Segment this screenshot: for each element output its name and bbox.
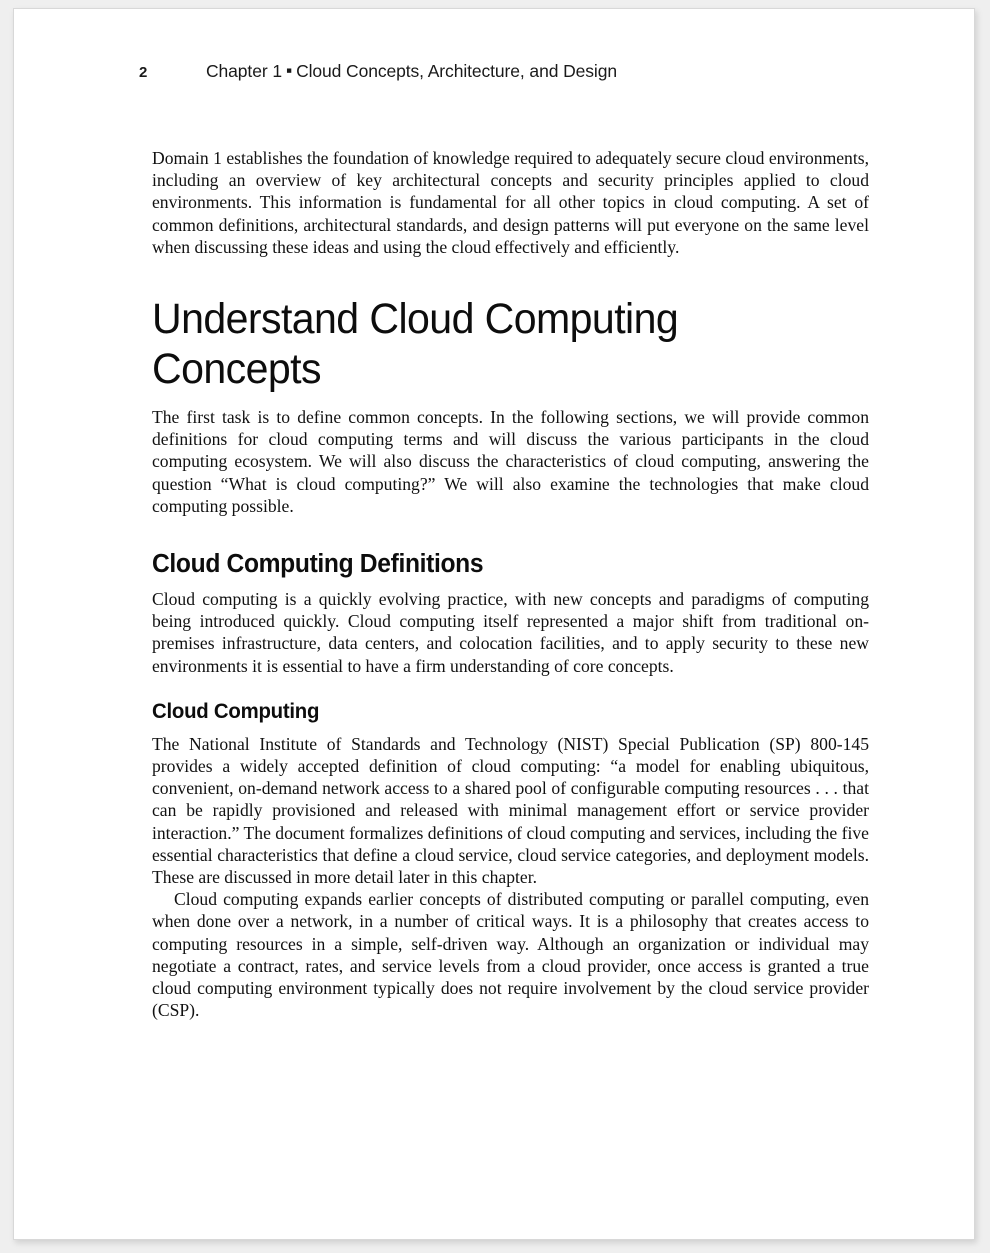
spacer (152, 517, 869, 549)
document-page (13, 8, 975, 1240)
chapter-label: Chapter 1 (206, 61, 282, 81)
subsection-heading: Cloud Computing (152, 699, 320, 723)
page-number: 2 (139, 64, 148, 81)
spacer (152, 258, 869, 294)
expansion-paragraph: Cloud computing expands earlier concepts of distributed computing or parallel computing, even when done over a network, in a number of critical ways. It is a philosophy that creates access to computing resources in a simple, self-driven way. Although an organization or individual may negotiate a contract, rates, and service levels from a cloud provider, once access is granted a true cloud computing environment typically does not require involvement by the cloud service provider (CSP). (152, 889, 869, 1021)
running-head-text (206, 61, 617, 82)
section-heading: Cloud Computing Definitions (152, 550, 484, 579)
chapter-heading: Understand Cloud Computing Concepts (152, 295, 679, 394)
overview-paragraph: The first task is to define common concepts. In the following sections, we will provide common definitions for cloud computing terms and will discuss the various participants in the cloud computing ecosystem. We will also discuss the characteristics of cloud computing, answering the question “What is cloud computing?” We will also examine the technologies that make cloud computing possible. (152, 407, 869, 516)
page-content-area (139, 61, 869, 1021)
spacer (152, 725, 869, 733)
spacer (152, 677, 869, 699)
spacer (152, 394, 869, 406)
spacer (152, 579, 869, 588)
nist-paragraph: The National Institute of Standards and Technology (NIST) Special Publication (SP) 800-145 provides a widely accepted definition of cloud computing: “a model for enabling ubiquitous, convenient, on-demand network access to a shared pool of configurable computing resources . . . that can be rapidly provisioned and released with minimal management effort or service provider interaction.” The document formalizes definitions of cloud computing and services, including the five essential characteristics that define a cloud service, cloud service categories, and deployment models. These are discussed in more detail later in this chapter. (152, 733, 869, 888)
bullet-separator-icon: ▪ (285, 60, 293, 80)
chapter-title: Cloud Concepts, Architecture, and Design (296, 61, 617, 81)
body-column (139, 147, 869, 1021)
running-head (139, 61, 869, 91)
definitions-paragraph: Cloud computing is a quickly evolving practice, with new concepts and paradigms of computing being introduced quickly. Cloud computing itself represented a major shift from traditional on-premises infrastructure, data centers, and colocation facilities, and to apply security to these new environments it is essential to have a firm understanding of core concepts. (152, 589, 869, 676)
intro-paragraph: Domain 1 establishes the foundation of knowledge required to adequately secure cloud environments, including an overview of key architectural concepts and security principles applied to cloud environments. This information is fundamental for all other topics in cloud computing. A set of common definitions, architectural standards, and design patterns will put everyone on the same level when discussing these ideas and using the cloud effectively and efficiently. (152, 148, 869, 257)
